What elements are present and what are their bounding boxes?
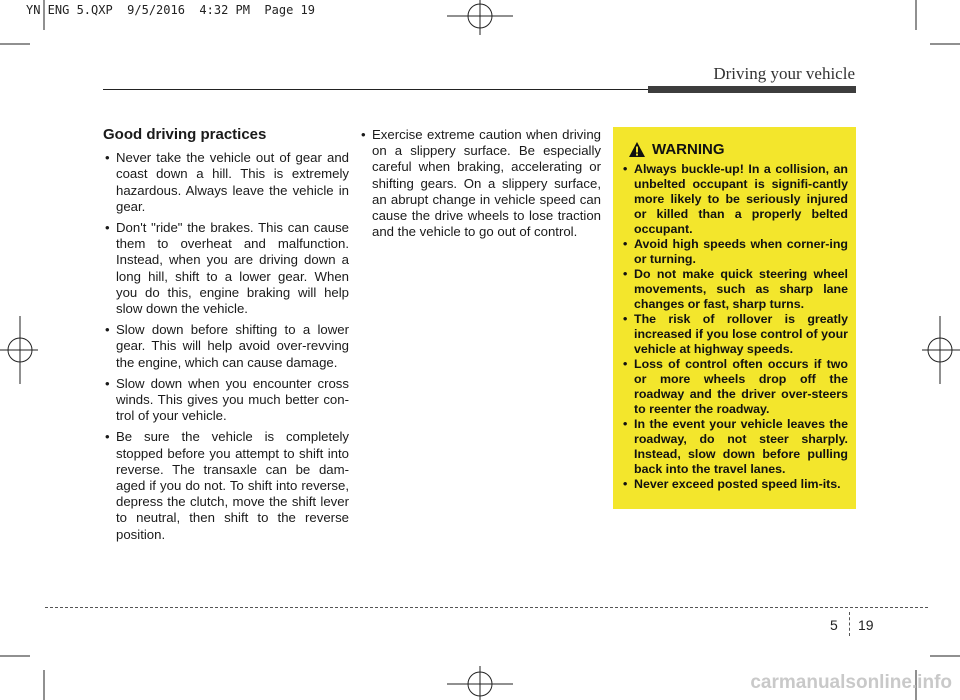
list-item: • The risk of rollover is greatly increased if you lose control of your vehicle at highway speeds. bbox=[622, 312, 848, 357]
list-item: • Slow down before shifting to a lower gear. This will help avoid over-revving the engine, which can cause damage. bbox=[103, 322, 349, 371]
page-number-separator bbox=[849, 612, 850, 636]
list-item: • Don't "ride" the brakes. This can cause them to overheat and malfunction. Instead, when you are driving down a long hill, shift to a lower gear. When you do this, engine braking will help slow down the vehicle. bbox=[103, 220, 349, 317]
print-slug: YN ENG 5.QXP 9/5/2016 4:32 PM Page 19 bbox=[26, 3, 315, 17]
middle-column bbox=[359, 127, 601, 245]
list-item: • Always buckle-up! In a collision, an unbelted occupant is signifi-cantly more likely to be seriously injured or killed than a properly belted occupant. bbox=[622, 162, 848, 237]
list-item: • Exercise extreme caution when driving on a slippery surface. Be especially careful when braking, accelerating or shifting gears. On a slippery surface, an abrupt change in vehicle speed can cause the drive wheels to lose traction and the vehicle to go out of control. bbox=[359, 127, 601, 240]
chapter-number: 5 bbox=[830, 617, 838, 633]
list-item: • Be sure the vehicle is completely stopped before you attempt to shift into reverse. The transaxle can be dam-aged if you do not. To shift into reverse, depress the clutch, move the shift lever to neutral, then shift to the reverse position. bbox=[103, 429, 349, 542]
page-number: 19 bbox=[858, 617, 874, 633]
left-column bbox=[103, 127, 349, 548]
list-item: • Avoid high speeds when corner-ing or turning. bbox=[622, 237, 848, 267]
list-item: • Do not make quick steering wheel movements, such as sharp lane changes or fast, sharp turns. bbox=[622, 267, 848, 312]
driving-tips-list bbox=[103, 150, 349, 543]
slippery-tips-list bbox=[359, 127, 601, 240]
warning-triangle-icon bbox=[628, 141, 646, 158]
list-item: • Loss of control often occurs if two or more wheels drop off the roadway and the driver over-steers to reenter the roadway. bbox=[622, 357, 848, 417]
list-item: • In the event your vehicle leaves the roadway, do not steer sharply. Instead, slow down before pulling back into the travel lanes. bbox=[622, 417, 848, 477]
header-rule-bar bbox=[648, 86, 856, 93]
list-item: • Never take the vehicle out of gear and coast down a hill. This is extremely hazardous. Always leave the vehicle in gear. bbox=[103, 150, 349, 215]
list-item: • Never exceed posted speed lim-its. bbox=[622, 477, 848, 492]
warning-list bbox=[622, 162, 848, 492]
footer-rule bbox=[45, 607, 928, 608]
section-heading: Good driving practices bbox=[103, 126, 267, 143]
warning-title: WARNING bbox=[652, 141, 725, 158]
header-rule bbox=[103, 89, 648, 90]
warning-box bbox=[613, 127, 856, 509]
section-title: Driving your vehicle bbox=[713, 64, 855, 83]
list-item: • Slow down when you encounter cross winds. This gives you much better con-trol of your vehicle. bbox=[103, 376, 349, 425]
watermark: carmanualsonline.info bbox=[750, 672, 952, 693]
warning-header bbox=[628, 141, 848, 158]
